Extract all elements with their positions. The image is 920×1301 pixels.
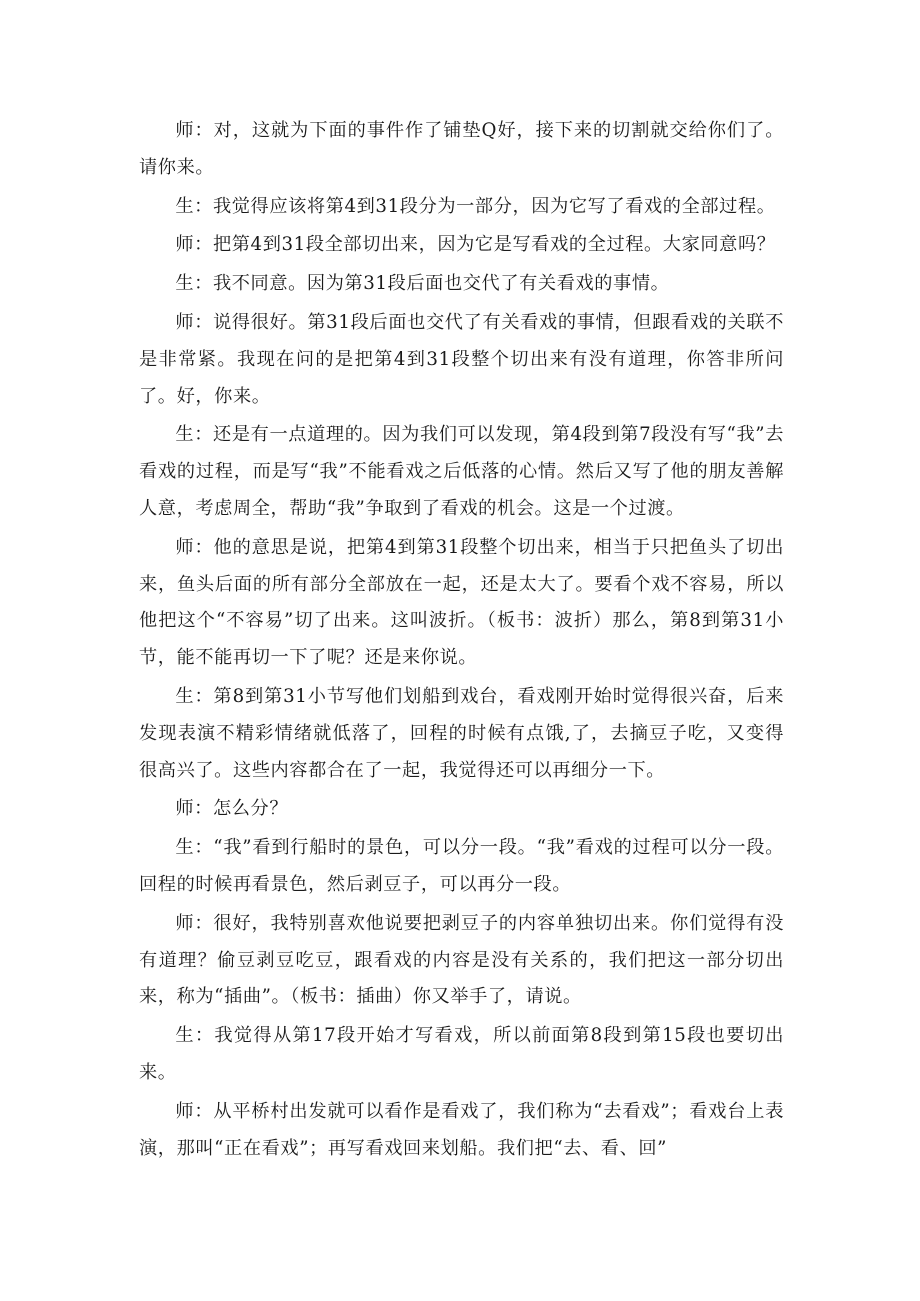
paragraph-5: 师：说得很好。第31段后面也交代了有关看戏的事情，但跟看戏的关联不是非常紧。我现在问的是把第4到31段整个切出来有没有道理，你答非所问了。好，你来。 — [139, 311, 784, 407]
paragraph-4: 生：我不同意。因为第31段后面也交代了有关看戏的事情。 — [175, 273, 670, 295]
paragraph-3: 师：把第4到31段全部切出来，因为它是写看戏的全过程。大家同意吗？ — [175, 234, 776, 256]
paragraph-7: 师：他的意思是说，把第4到第31段整个切出来，相当于只把鱼头了切出来，鱼头后面的所有部分全部放在一起，还是太大了。要看个戏不容易，所以他把这个“不容易”切了出来。这叫波折。（板书：波折）那么，第8到第31小节，能不能再切一下了呢？还是来你说。 — [139, 536, 784, 669]
paragraph-6: 生：还是有一点道理的。因为我们可以发现，第4段到第7段没有写“我”去看戏的过程，而是写“我”不能看戏之后低落的心情。然后又写了他的朋友善解人意，考虑周全，帮助“我”争取到了看戏的机会。这是一个过渡。 — [139, 424, 784, 519]
paragraph-8: 生：第8到第31小节写他们划船到戏台，看戏刚开始时觉得很兴奋，后来发现表演不精彩情绪就低落了，回程的时候有点饿,了，去摘豆子吃，又变得很高兴了。这些内容都合在了一起，我觉得还可以再细分一下。 — [139, 685, 784, 781]
document-body — [139, 113, 784, 1169]
paragraph-9: 师：怎么分？ — [175, 798, 289, 820]
paragraph-2: 生：我觉得应该将第4到31段分为一部分，因为它写了看戏的全部过程。 — [175, 195, 776, 217]
paragraph-13: 师：从平桥村出发就可以看作是看戏了，我们称为“去看戏”；看戏台上表演，那叫“正在看戏”；再写看戏回来划船。我们把“去、看、回” — [139, 1100, 784, 1159]
paragraph-12: 生：我觉得从第17段开始才写看戏，所以前面第8段到第15段也要切出来。 — [139, 1025, 784, 1083]
paragraph-1: 师：对，这就为下面的事件作了铺垫Q好，接下来的切割就交给你们了。请你来。 — [139, 120, 784, 178]
paragraph-11: 师：很好，我特别喜欢他说要把剥豆子的内容单独切出来。你们觉得有没有道理？偷豆剥豆吃豆，跟看戏的内容是没有关系的，我们把这一部分切出来，称为“插曲”。（板书：插曲）你又举手了，请说。 — [139, 912, 784, 1008]
paragraph-10: 生：“我”看到行船时的景色，可以分一段。“我”看戏的过程可以分一段。回程的时候再看景色，然后剥豆子，可以再分一段。 — [139, 837, 784, 895]
